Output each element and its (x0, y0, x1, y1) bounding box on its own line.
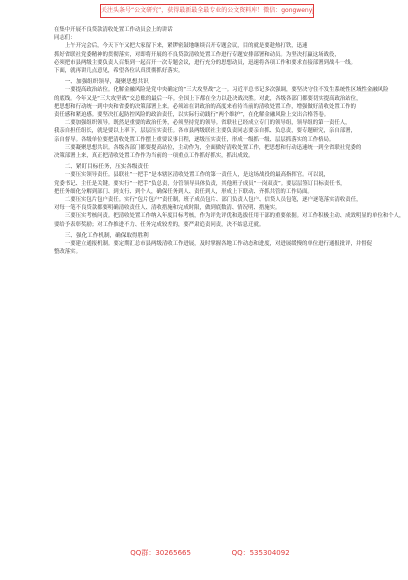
paragraph-line: 三要压实考核问责。把清收处置工作纳入年度目标考核，作为评先评优和选拔任用干部的重要依据。对工作积极主动、成效明显的单位和个人， (64, 213, 405, 220)
intro-line: 抓好省联社党委精神的贯彻落实，对即将开展的不良贷款清收处置工作进行专题安排部署和动员。为坚决打赢这场战役， (54, 51, 340, 58)
paragraph-line: 一要建立通报机制。要定期汇总市县两级清收工作进展，及时掌握各地工作动态和进度，对进展缓慢的单位进行通报批评，并督促 (64, 241, 373, 248)
doc-title: 在集中开展不良贷款清收处置工作动员会上的讲话 (54, 27, 173, 33)
paragraph-line: 一要提高政治站位。化解金融风险是党中央确定的“三大攻坚战”之一。习近平总书记多次强调，要坚决守住不发生系统性区域性金融风险 (64, 87, 389, 94)
promo-banner: 关注头条号“公文研究”，获得最新最全最专业的公文资料库！微信：gongwenyj (100, 4, 314, 18)
paragraph-line: 对每一笔不良贷款都要明确清收责任人、清收措施和完成时限，做到底数清、情况明、措施实。 (54, 205, 281, 212)
paragraph-line: 一要压实领导责任。县联社“一把手”是本辖区清收处置工作的第一责任人，是这场战役的最高指挥官。可以说， (64, 172, 330, 179)
paragraph-line: 责任感和紧迫感。要坚决扛起防控风险的政治责任，以实际行动践行“两个维护”，在化解金融风险上交出合格答卷。 (54, 112, 330, 119)
paragraph-line: 党委书记、主任是关键。要实行“一把手”负总责，分管领导具体负责，其他班子成员“一岗双责”。要层层签订目标责任书， (54, 180, 346, 187)
paragraph-line: 三要凝聚思想共识。各级各部门都要提高站位，主动作为，全面做好清收处置工作，把思想和行动迅速统一到全省联社党委的 (64, 144, 362, 151)
paragraph-line: 亲自督导。各级单位要把清收处置工作摆上重要议事日程，逐级压实责任，形成一级抓一级、层层抓落实的工作格局。 (54, 136, 335, 143)
doc-salutation: 同志们： (54, 35, 76, 42)
paragraph-line: 要给予表彰奖励；对工作推进不力、任务完成较差的，要严肃追责问责，决不姑息迁就。 (54, 221, 265, 228)
document-body (54, 26, 405, 256)
intro-line: 上午开完会后，今天下午又把大家留下来，紧锣密鼓地继续召开专题会议，目的就是要趁热打铁，迅速 (64, 43, 308, 50)
qq-group-label: QQ群：30265665 (130, 549, 191, 557)
qq-label: QQ：535304092 (231, 549, 290, 557)
paragraph-line: 二要压实包片包户责任。实行“包片包户”责任制，班子成员包片、部门负责人包户、信贷人员包笔，逐户逐笔落实清收责任， (64, 197, 362, 204)
paragraph-line: 把任务细化分解到部门、到支行、到个人，确保任务到人、责任到人，形成上下联动、齐抓共管的工作局面。 (54, 188, 313, 195)
contact-footer (110, 546, 310, 560)
paragraph-line: 把思想和行动统一到中央和省委的决策部署上来。必须站在讲政治的高度来看待当前的清收处置工作，增强做好清收处置工作的 (54, 103, 356, 110)
intro-line: 必须把市县两级主要负责人召集到一起召开一次专题会议，进行充分的思想动员，迅速将各项工作和要求直接部署到战斗一线。 (54, 59, 356, 66)
section-heading: 一、加强组织领导，凝聚思想共识 (64, 79, 149, 86)
section-heading: 三、强化工作机制，确保取得胜利 (64, 232, 149, 239)
intro-line: 下面，就再讲几点意见，希望各位认真贯彻抓好落实。 (54, 68, 184, 75)
paragraph-line: 我亲自担任组长，就是要以上率下，层层压实责任。各市县两级联社主要负责同志要亲自抓、负总责，要专题研究，亲自部署， (54, 128, 356, 135)
paragraph-line: 整改落实。 (54, 249, 81, 256)
section-heading: 二、紧盯目标任务，压实各级责任 (64, 164, 149, 171)
paragraph-line: 二要加强组织领导。既然是重要的政治任务，必须坚持党的领导。省联社已经成立专门的领导组，领导组的第一责任人， (64, 120, 351, 127)
paragraph-line: 决策部署上来，真正把清收处置工作作为当前的一项重点工作抓好抓实，抓出成效。 (54, 153, 254, 160)
paragraph-line: 的底线。今年又是“三大攻坚战”交总账的最后一年。全国上下都在全力以赴决战决胜。对此，各级各部门都要切实提高政治站位， (54, 95, 362, 102)
